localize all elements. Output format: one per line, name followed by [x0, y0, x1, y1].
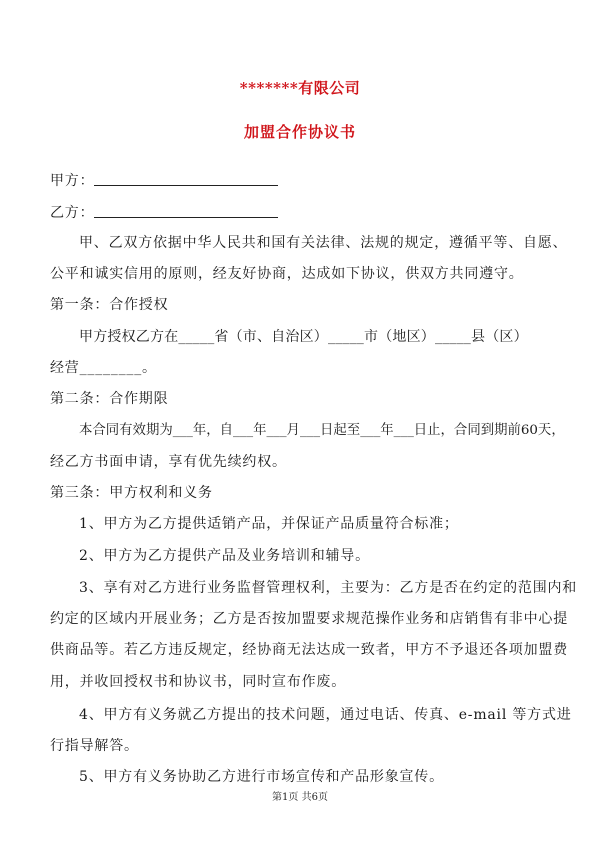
company-name: *******有限公司	[239, 79, 361, 97]
article-3-item-3-line-2: 约定的区域内开展业务；乙方是否按加盟要求规范操作业务和店销售有非中心提	[50, 611, 568, 627]
article-3-item-4-line-1: 4、甲方有义务就乙方提出的技术问题，通过电话、传真、e-mail 等方式进	[79, 707, 572, 723]
article-3-item-1: 1、甲方为乙方提供适销产品，并保证产品质量符合标准；	[79, 516, 459, 532]
article-3-item-3-line-4: 用，并收回授权书和协议书，同时宣布作废。	[50, 674, 346, 690]
party-a-label: 甲方：	[50, 173, 95, 189]
article-1-line-1: 甲方授权乙方在_____省（市、自治区）_____市（地区）_____县（区）	[79, 329, 528, 345]
page-number: 第1页 共6页	[272, 792, 328, 803]
article-3-item-4-line-2: 行指导解答。	[50, 738, 139, 754]
article-3-item-2: 2、甲方为乙方提供产品及业务培训和辅导。	[79, 548, 370, 564]
article-2-title: 第二条：合作期限	[50, 391, 169, 407]
article-1-line-2: 经营________。	[50, 360, 157, 376]
party-a-blank	[94, 185, 278, 186]
article-3-item-3-line-3: 供商品等。若乙方违反规定，经协商无法达成一致者，甲方不予退还各项加盟费	[50, 642, 568, 658]
article-2-line-2: 经乙方书面申请，享有优先续约权。	[50, 454, 287, 470]
article-3-title: 第三条：甲方权利和义务	[50, 485, 213, 501]
party-b-blank	[94, 217, 278, 218]
document-title: 加盟合作协议书	[243, 123, 356, 141]
article-3-item-3-line-1: 3、享有对乙方进行业务监督管理权利，主要为：乙方是否在约定的范围内和	[79, 580, 578, 596]
article-3-item-5: 5、甲方有义务协助乙方进行市场宣传和产品形象宣传。	[79, 769, 444, 785]
article-1-title: 第一条：合作授权	[50, 297, 169, 313]
intro-line-1: 甲、乙双方依据中华人民共和国有关法律、法规的规定，遵循平等、自愿、	[79, 235, 568, 251]
intro-line-2: 公平和诚实信用的原则，经友好协商，达成如下协议，供双方共同遵守。	[50, 266, 524, 282]
article-2-line-1: 本合同有效期为___年，自___年___月___日起至___年___日止，合同到期前60天，	[79, 423, 565, 438]
party-b-label: 乙方：	[50, 205, 95, 221]
